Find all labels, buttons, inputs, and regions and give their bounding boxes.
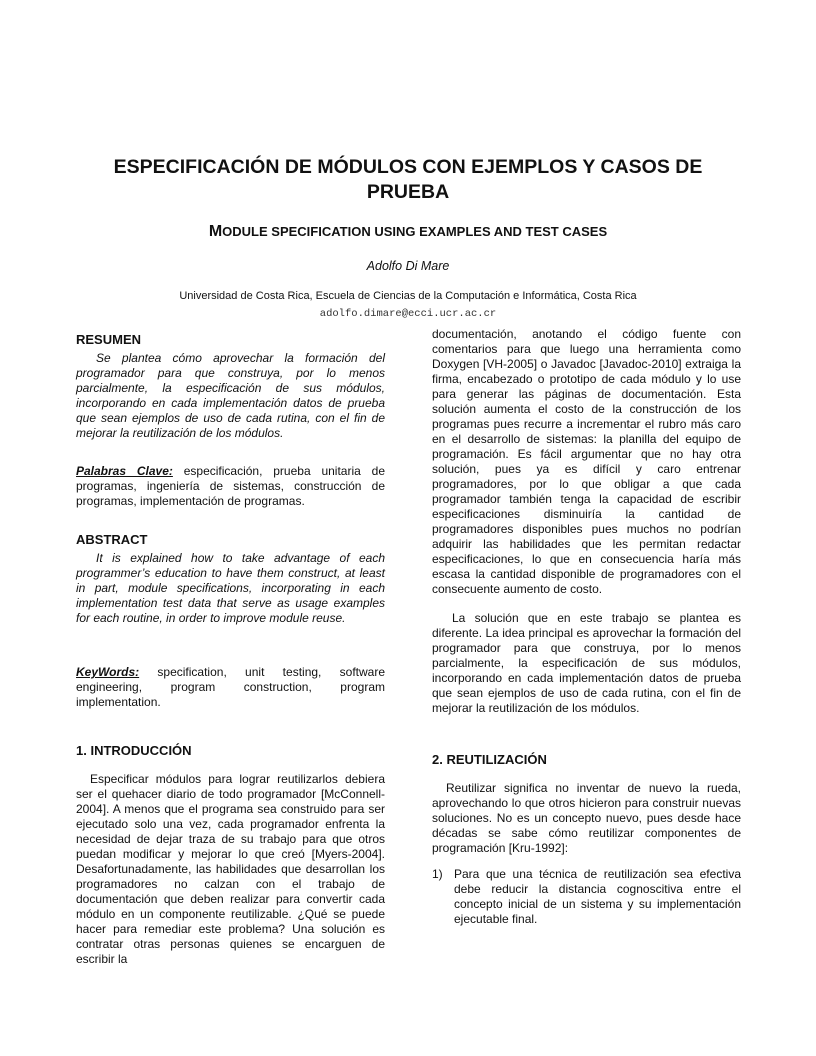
intro-paragraph-2: La solución que en este trabajo se plantea es diferente. La idea principal es aprovechar la formación del programador para que construya, por lo menos parcialmente, la especificación de sus módulos, incorporando en cada implementación datos de prueba que sean ejemplos de uso de cada rutina, con el fin de mejorar la reutilización de los módulos. xyxy=(432,611,741,715)
abstract-text: It is explained how to take advantage of each programmer’s education to have them construct, at least in part, module specifications, incorporating in each implementation test data that serve as usage examples for each routine, in order to improve module reuse. xyxy=(76,551,385,625)
keywords-text: specification, unit testing, software engineering, program construction, program implementation. xyxy=(76,665,385,709)
author-email: adolfo.dimare@ecci.ucr.ac.cr xyxy=(319,308,497,320)
list-item-text: Para que una técnica de reutilización sea efectiva debe reducir la distancia cognoscitiva entre el concepto inicial de un sistema y su implementación ejecutable final. xyxy=(454,867,741,926)
paper-subtitle xyxy=(90,222,726,242)
subtitle-rest: ODULE SPECIFICATION USING EXAMPLES AND TEST CASES xyxy=(222,224,608,239)
paper-title: ESPECIFICACIÓN DE MÓDULOS CON EJEMPLOS Y CASOS DE PRUEBA xyxy=(113,156,703,203)
intro-continued: documentación, anotando el código fuente con comentarios para que luego una herramienta como Doxygen [VH-2005] o Javadoc [Javadoc-2010] extraiga la firma, encabezado o prototipo de cada módulo y lo use para generar las páginas de documentación. Esta solución aumenta el costo de la construcción de los programas pues recurre a incrementar el rubro más caro en el desarrollo de sistemas: la planilla del equipo de programación. Es fácil argumentar que no hay otra solución, pues ya es difícil y caro entrenar programadores, por lo que obligar a que cada programador también tenga la capacidad de escribir especificaciones disminuiría la cantidad de programadores disponibles pues muchos no podrían adquirir las habilidades que les permitan redactar especificaciones, lo que en consecuencia haría más escasa la cantidad disponible de programadores con el consecuente aumento de costo. xyxy=(432,327,741,596)
palabras-clave-text: especificación, prueba unitaria de programas, ingeniería de sistemas, construcción de programas, implementación de programas. xyxy=(76,464,385,508)
resumen-text: Se plantea cómo aprovechar la formación del programador para que construya, por lo menos parcialmente, la especificación de sus módulos, incorporando en cada implementación datos de prueba que sean ejemplos de uso de cada rutina, con el fin de mejorar la reutilización de los módulos. xyxy=(76,351,385,440)
palabras-clave-label: Palabras Clave: xyxy=(76,464,173,478)
reuse-text: Reutilizar significa no inventar de nuevo la rueda, aprovechando lo que otros hicieron para construir nuevas soluciones. No es un concepto nuevo, pues desde hace décadas se sabe cómo reutilizar componentes de programación [Kru-1992]: xyxy=(432,781,741,855)
abstract-heading: ABSTRACT xyxy=(76,532,148,547)
resumen-heading: RESUMEN xyxy=(76,332,142,347)
affiliation: Universidad de Costa Rica, Escuela de Ciencias de la Computación e Informática, Costa Rica xyxy=(179,290,637,302)
keywords-label: KeyWords: xyxy=(76,665,140,679)
list-item-number: 1) xyxy=(432,867,443,881)
subtitle-initial: M xyxy=(208,223,223,240)
keywords xyxy=(76,665,385,710)
intro-heading: 1. INTRODUCCIÓN xyxy=(76,743,192,758)
palabras-clave xyxy=(76,464,385,509)
reuse-heading: 2. REUTILIZACIÓN xyxy=(432,752,547,767)
author-name: Adolfo Di Mare xyxy=(366,259,450,273)
list-item xyxy=(432,867,741,927)
intro-text: Especificar módulos para lograr reutilizarlos debiera ser el quehacer diario de todo programador [McConnell-2004]. A menos que el programa sea construido para ser ejecutado solo una vez, cada programador enfrenta la necesidad de dejar traza de su trabajo para que otros puedan modificar y mejorar lo que creó [Myers-2004]. Desafortunadamente, las habilidades que desarrollan los programadores no calzan con el trabajo de documentación que deben realizar para convertir cada módulo en un componente reutilizable. ¿Qué se puede hacer para remediar este problema? Una solución es contratar otras personas quienes se encarguen de escribir la xyxy=(76,772,385,966)
